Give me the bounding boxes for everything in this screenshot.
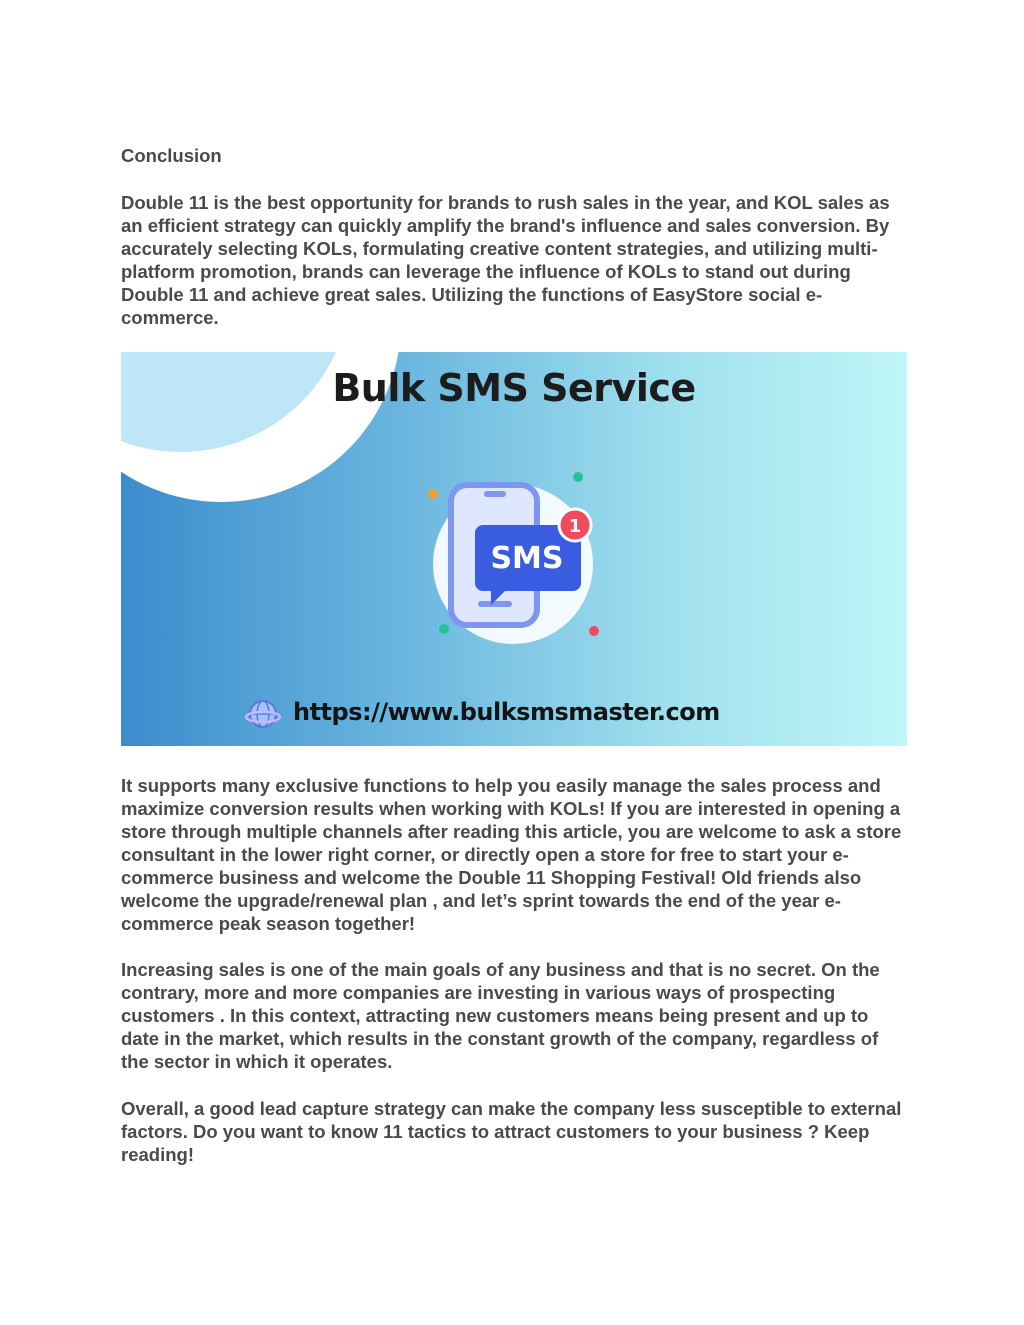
paragraph-intro: Double 11 is the best opportunity for brands to rush sales in the year, and KOL sales as an efficient strategy can quickly amplify the brand's influence and sales conversion. By accurately selecting KOLs, formulating creative content strategies, and utilizing multi-platform promotion, brands can leverage the influence of KOLs to stand out during Double 11 and achieve great sales. Utilizing the functions of EasyStore social e-commerce. xyxy=(121,192,890,328)
banner-title: Bulk SMS Service xyxy=(332,366,696,410)
sms-label: SMS xyxy=(490,541,564,576)
section-heading: Conclusion xyxy=(121,145,222,166)
paragraph-functions: It supports many exclusive functions to help you easily manage the sales process and maximize conversion results when working with KOLs! If you are interested in opening a store through multiple channels after reading this article, you are welcome to ask a store consultant in the lower right corner, or directly open a store for free to start your e-commerce business and welcome the Double 11 Shopping Festival! Old friends also welcome the upgrade/renewal plan , and let’s sprint towards the end of the year e-commerce peak season together! xyxy=(121,775,902,934)
sms-phone-illustration xyxy=(421,467,611,652)
paragraph-overall: Overall, a good lead capture strategy can make the company less susceptible to external factors. Do you want to know 11 tactics to attract customers to your business ? Keep reading! xyxy=(121,1098,902,1165)
notification-badge-icon xyxy=(559,509,591,541)
banner-url-text: https://www.bulksmsmaster.com xyxy=(293,698,720,726)
globe-icon xyxy=(245,698,281,730)
paragraph-sales: Increasing sales is one of the main goals of any business and that is no secret. On the contrary, more and more companies are investing in various ways of prospecting customers . In this context, attracting new customers means being present and up to date in the market, which results in the constant growth of the company, regardless of the sector in which it operates. xyxy=(121,959,880,1072)
notification-count: 1 xyxy=(568,516,582,537)
bulk-sms-banner-image xyxy=(121,352,907,746)
